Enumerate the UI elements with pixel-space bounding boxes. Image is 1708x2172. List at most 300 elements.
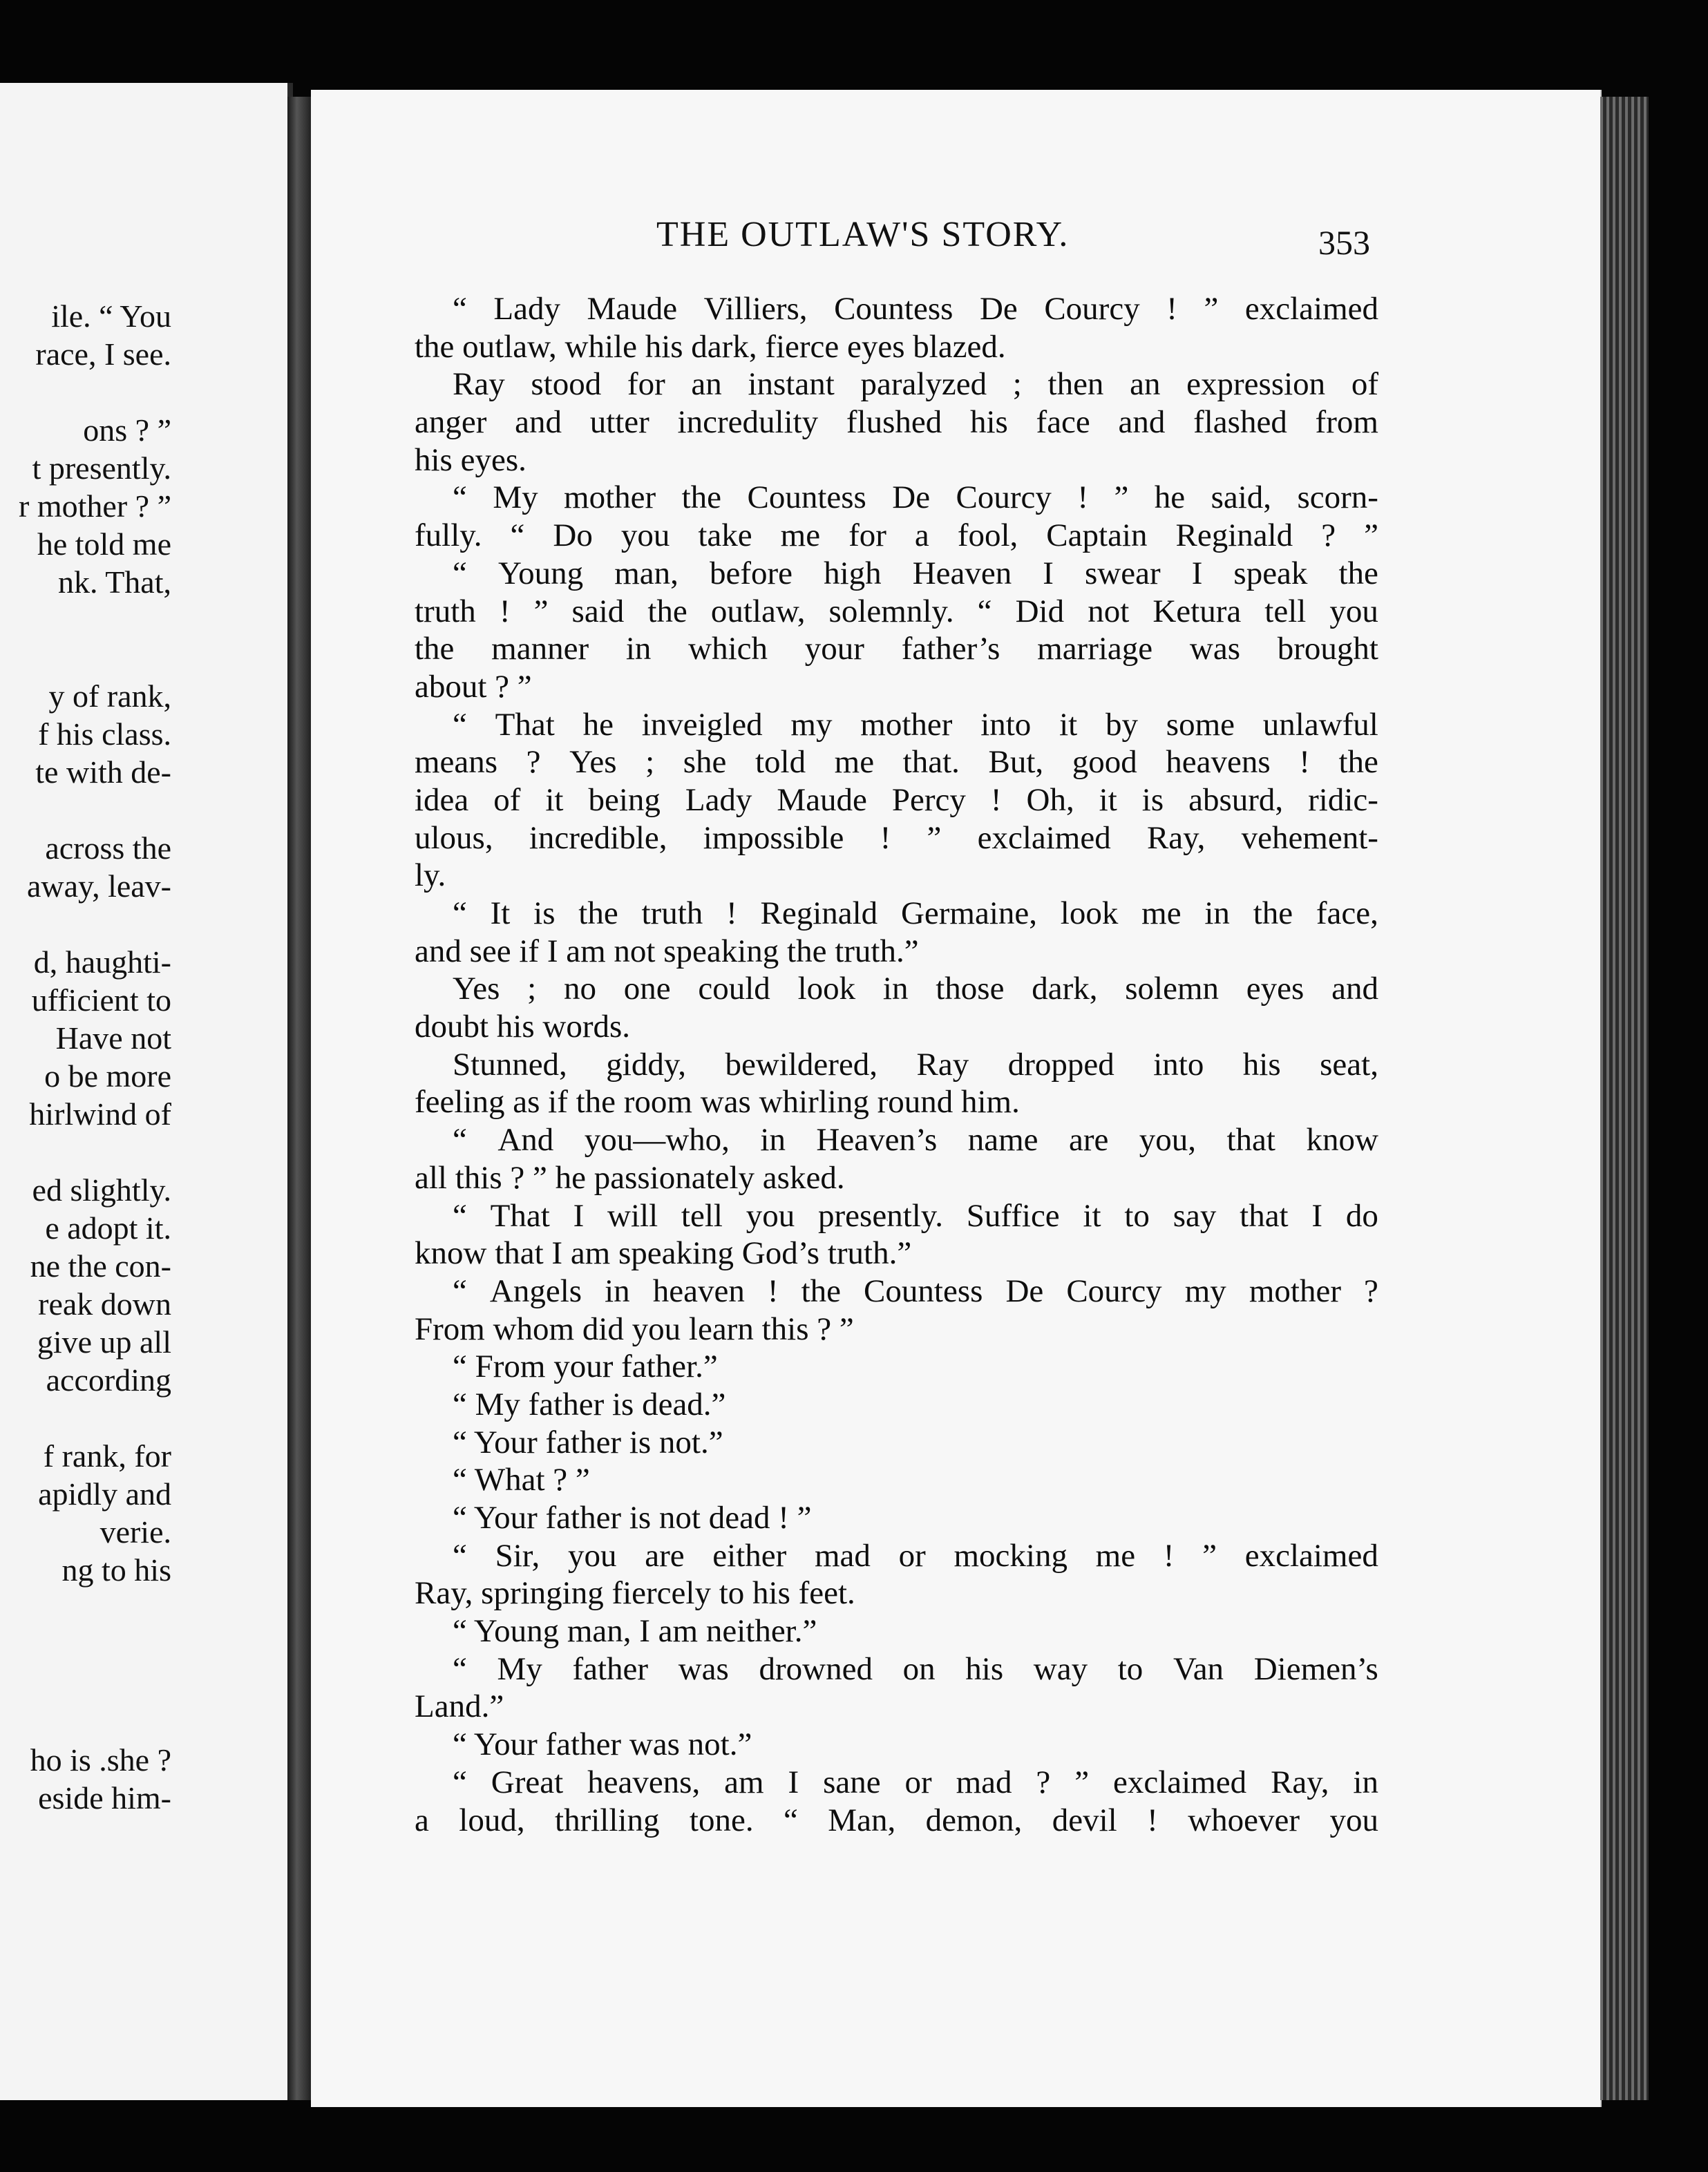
word: in: [1353, 1764, 1378, 1800]
word: “: [453, 895, 467, 931]
word: not: [1088, 593, 1130, 629]
word: which: [688, 631, 768, 667]
word: dark,: [1032, 971, 1098, 1007]
text-line: [415, 1650, 1378, 1688]
text-line-content: about ? ”: [415, 668, 532, 705]
word: me: [1141, 895, 1182, 931]
previous-page-line: [0, 1665, 171, 1703]
word: in: [605, 1273, 630, 1309]
previous-page-line: [0, 1399, 171, 1437]
text-line: [415, 1612, 1378, 1650]
previous-page-line: nk. That,: [58, 564, 171, 600]
word: !: [1166, 291, 1177, 327]
word: being: [588, 781, 661, 818]
word: that.: [902, 744, 960, 781]
word: Yes: [453, 971, 500, 1007]
word: !: [1077, 479, 1088, 516]
word: you: [1329, 593, 1378, 629]
word: Reginald: [760, 895, 878, 931]
text-line: [415, 1499, 1378, 1537]
previous-page-line: [0, 1703, 171, 1741]
word: mother: [564, 479, 656, 516]
text-line-content: Land.”: [415, 1688, 504, 1725]
word: you: [568, 1537, 617, 1574]
word: is: [1141, 781, 1164, 818]
text-line: [415, 1008, 1378, 1046]
word: Ray: [916, 1046, 969, 1083]
text-line: [415, 706, 1378, 744]
text-line: [415, 593, 1378, 631]
word: name: [967, 1122, 1038, 1159]
word: ”: [1202, 1537, 1217, 1574]
text-line-content: Ray, springing fiercely to his feet.: [415, 1575, 855, 1612]
text-line: [415, 328, 1378, 366]
word: manner: [491, 631, 589, 667]
word: Ray,: [1271, 1764, 1329, 1800]
word: in: [760, 1122, 786, 1159]
word: Villiers,: [703, 291, 808, 327]
word: solemnly.: [828, 593, 954, 629]
word: you,: [1139, 1122, 1197, 1159]
previous-page-line: ng to his: [61, 1552, 171, 1588]
word: Ketura: [1152, 593, 1242, 629]
word: I: [1043, 555, 1054, 591]
word: he: [582, 706, 614, 743]
word: me: [834, 744, 875, 781]
word: in: [1204, 895, 1230, 931]
text-line-content: From whom did you learn this ? ”: [415, 1311, 854, 1347]
word: !: [1299, 744, 1310, 781]
word: high: [824, 555, 882, 591]
word: Man,: [828, 1802, 896, 1838]
word: ?: [1321, 517, 1336, 554]
word: vehement-: [1241, 819, 1378, 856]
word: I: [788, 1764, 799, 1800]
word: scorn-: [1297, 479, 1378, 516]
text-line: [415, 781, 1378, 819]
word: ulous,: [415, 819, 493, 856]
word: “: [453, 555, 467, 591]
word: exclaimed: [977, 819, 1111, 856]
word: it: [1059, 706, 1078, 743]
word: “: [453, 1537, 467, 1574]
word: impossible: [703, 819, 844, 856]
word: and: [1331, 971, 1378, 1007]
text-line-content: the outlaw, while his dark, fierce eyes blazed.: [415, 328, 1006, 365]
word: say: [1173, 1197, 1217, 1234]
word: “: [453, 706, 467, 743]
previous-page-line: [0, 373, 171, 411]
text-line-content: “ From your father.”: [453, 1349, 718, 1385]
word: seat,: [1320, 1046, 1378, 1083]
word: “: [510, 517, 525, 554]
previous-page-line: reak down: [38, 1286, 171, 1322]
word: his: [969, 404, 1008, 441]
word: ”: [533, 593, 549, 629]
word: unlawful: [1262, 706, 1378, 743]
word: no: [563, 971, 596, 1007]
word: But,: [988, 744, 1044, 781]
text-line: [415, 441, 1378, 479]
text-line: [415, 933, 1378, 971]
previous-page-line: [0, 1589, 171, 1627]
word: of: [493, 781, 521, 818]
word: mad: [814, 1537, 871, 1574]
previous-page-line: [0, 639, 171, 677]
text-line-content: “ Your father was not.”: [453, 1726, 752, 1763]
text-line-content: feeling as if the room was whirling round him.: [415, 1084, 1020, 1121]
text-line: [415, 630, 1378, 668]
word: Diemen’s: [1253, 1650, 1378, 1687]
word: De: [979, 291, 1018, 327]
word: De: [1005, 1273, 1044, 1309]
word: then: [1047, 366, 1104, 403]
page-number: 353: [1318, 223, 1370, 262]
word: the: [1253, 895, 1293, 931]
word: exclaimed: [1244, 1537, 1378, 1574]
word: Ray: [453, 366, 505, 403]
word: before: [709, 555, 793, 591]
word: was: [678, 1650, 729, 1687]
previous-page-line: f rank, for: [43, 1438, 171, 1474]
word: ?: [1036, 1764, 1051, 1800]
word: it: [1083, 1197, 1101, 1234]
text-line-content: all this ? ” he passionately asked.: [415, 1159, 845, 1196]
word: an: [691, 366, 722, 403]
word: know: [1306, 1122, 1378, 1159]
previous-page-line: f his class.: [38, 716, 171, 752]
previous-page-line: ne the con-: [30, 1248, 171, 1284]
word: Stunned,: [453, 1046, 567, 1083]
word: told: [755, 744, 806, 781]
text-line-content: “ What ? ”: [453, 1462, 590, 1498]
previous-page-line: [0, 1133, 171, 1171]
word: Young: [497, 555, 584, 591]
text-line: [415, 479, 1378, 517]
text-line: [415, 1348, 1378, 1386]
word: he: [1154, 479, 1186, 516]
word: one: [623, 971, 671, 1007]
word: inveigled: [641, 706, 763, 743]
word: expression: [1186, 366, 1326, 403]
word: dropped: [1007, 1046, 1114, 1083]
text-line: [415, 1688, 1378, 1726]
previous-page-line: y of rank,: [48, 678, 171, 714]
word: “: [977, 593, 992, 629]
word: either: [712, 1537, 787, 1574]
previous-page-line: [0, 905, 171, 943]
word: me: [1095, 1537, 1136, 1574]
word: Do: [553, 517, 593, 554]
previous-page-line: race, I see.: [35, 336, 171, 372]
text-line: [415, 403, 1378, 441]
word: loud,: [459, 1802, 525, 1838]
word: Courcy: [1044, 291, 1140, 327]
previous-page-line: d, haughti-: [33, 944, 171, 980]
word: was: [1189, 631, 1240, 667]
word: fully.: [415, 517, 482, 554]
previous-page-line: ufficient to: [31, 982, 171, 1018]
text-line: [415, 555, 1378, 593]
word: in: [882, 971, 909, 1007]
previous-page-line: Have not: [55, 1020, 171, 1056]
text-line: [415, 1159, 1378, 1197]
word: sane: [823, 1764, 881, 1800]
word: Maude: [587, 291, 678, 327]
text-line-content: know that I am speaking God’s truth.”: [415, 1235, 912, 1272]
word: from: [1315, 404, 1378, 441]
word: Reginald: [1175, 517, 1293, 554]
word: Courcy: [956, 479, 1052, 516]
word: paralyzed: [860, 366, 987, 403]
word: into: [1153, 1046, 1204, 1083]
word: truth: [415, 593, 476, 629]
previous-page-line: verie.: [99, 1514, 171, 1550]
word: heavens,: [587, 1764, 701, 1800]
word: instant: [748, 366, 835, 403]
previous-page-line: ile. “ You: [51, 298, 171, 334]
word: to: [1117, 1650, 1144, 1687]
word: good: [1072, 744, 1137, 781]
text-line-content: doubt his words.: [415, 1009, 631, 1045]
previous-page-line: ed slightly.: [32, 1172, 171, 1208]
word: face,: [1316, 895, 1378, 931]
word: Ray,: [1146, 819, 1206, 856]
previous-page-line: r mother ? ”: [19, 488, 171, 524]
text-line: [415, 1537, 1378, 1575]
word: do: [1345, 1197, 1378, 1234]
word: my: [1184, 1273, 1226, 1309]
word: Germaine,: [900, 895, 1038, 931]
word: tone.: [689, 1802, 754, 1838]
word: mocking: [953, 1537, 1068, 1574]
word: ”: [1114, 479, 1129, 516]
word: utter: [589, 404, 649, 441]
text-line: [415, 1121, 1378, 1159]
word: incredible,: [529, 819, 667, 856]
previous-page-line: eside him-: [38, 1780, 171, 1816]
word: and: [515, 404, 562, 441]
word: an: [1130, 366, 1161, 403]
word: is: [533, 895, 556, 931]
word: you—who,: [584, 1122, 730, 1159]
word: the: [801, 1273, 841, 1309]
word: “: [453, 1650, 467, 1687]
word: the: [647, 593, 687, 629]
word: truth: [641, 895, 703, 931]
word: !: [499, 593, 511, 629]
text-line: [415, 517, 1378, 555]
word: Countess: [834, 291, 953, 327]
word: demon,: [925, 1802, 1023, 1838]
page-body-text: [415, 290, 1378, 1839]
text-line: [415, 1046, 1378, 1084]
running-head: THE OUTLAW'S STORY.: [656, 215, 1070, 254]
word: drowned: [759, 1650, 873, 1687]
word: the: [681, 479, 722, 516]
word: stood: [531, 366, 602, 403]
word: “: [453, 291, 467, 327]
previous-page-line: te with de-: [35, 754, 171, 790]
word: for: [627, 366, 665, 403]
text-line: [415, 1083, 1378, 1121]
word: speak: [1233, 555, 1308, 591]
word: the: [415, 631, 455, 667]
text-line: [415, 970, 1378, 1008]
word: brought: [1277, 631, 1378, 667]
word: look: [797, 971, 856, 1007]
previous-page-line: give up all: [37, 1324, 171, 1360]
text-line: [415, 895, 1378, 933]
word: !: [1147, 1802, 1158, 1838]
word: Countess: [864, 1273, 983, 1309]
word: !: [726, 895, 737, 931]
word: “: [453, 1122, 467, 1159]
word: !: [990, 781, 1002, 818]
word: tell: [681, 1197, 723, 1234]
word: in: [625, 631, 652, 667]
word: idea: [415, 781, 469, 818]
word: said: [571, 593, 625, 629]
word: a: [914, 517, 929, 554]
word: whoever: [1188, 1802, 1300, 1838]
word: the: [578, 895, 618, 931]
word: face: [1036, 404, 1090, 441]
word: Oh,: [1026, 781, 1074, 818]
word: heaven: [652, 1273, 745, 1309]
page-edges: [1600, 97, 1649, 2100]
word: bewildered,: [725, 1046, 878, 1083]
word: man,: [614, 555, 679, 591]
word: by: [1106, 706, 1138, 743]
word: for: [848, 517, 886, 554]
word: ”: [1364, 517, 1378, 554]
word: ;: [527, 971, 537, 1007]
word: fool,: [957, 517, 1018, 554]
word: on: [902, 1650, 936, 1687]
word: Lady: [685, 781, 752, 818]
word: Captain: [1046, 517, 1148, 554]
word: it: [545, 781, 564, 818]
text-line-content: “ Your father is not dead ! ”: [453, 1500, 812, 1536]
word: absurd,: [1188, 781, 1284, 818]
word: are: [645, 1537, 685, 1574]
word: !: [767, 1273, 779, 1309]
word: said,: [1211, 479, 1272, 516]
word: solemn: [1125, 971, 1220, 1007]
word: way: [1033, 1650, 1088, 1687]
word: a: [415, 1802, 429, 1838]
word: his: [965, 1650, 1004, 1687]
word: your: [804, 631, 864, 667]
book-gutter: [287, 97, 311, 2100]
word: father’s: [901, 631, 1000, 667]
word: could: [698, 971, 770, 1007]
previous-page-line: away, leav-: [27, 868, 171, 904]
word: mother: [860, 706, 953, 743]
word: De: [892, 479, 931, 516]
word: “: [453, 1197, 467, 1234]
previous-page: [0, 83, 293, 2100]
word: I: [1311, 1197, 1323, 1234]
word: will: [607, 1197, 658, 1234]
text-line-content: his eyes.: [415, 441, 526, 478]
word: me: [780, 517, 821, 554]
word: exclaimed: [1244, 291, 1378, 327]
word: it: [1099, 781, 1117, 818]
word: !: [880, 819, 891, 856]
word: mad: [956, 1764, 1012, 1800]
word: My: [493, 479, 538, 516]
word: incredulity: [677, 404, 819, 441]
word: swear: [1085, 555, 1161, 591]
word: those: [936, 971, 1005, 1007]
word: of: [1351, 366, 1378, 403]
word: the: [1338, 555, 1378, 591]
word: Sir,: [495, 1537, 540, 1574]
word: take: [698, 517, 752, 554]
previous-page-line: apidly and: [38, 1476, 171, 1512]
word: “: [453, 1273, 467, 1309]
previous-page-line: t presently.: [32, 450, 171, 486]
word: flashed: [1193, 404, 1287, 441]
previous-page-line: he told me: [37, 526, 171, 562]
word: eyes: [1246, 971, 1304, 1007]
word: tell: [1264, 593, 1307, 629]
word: Van: [1173, 1650, 1224, 1687]
word: Yes: [569, 744, 617, 781]
text-line: [415, 1726, 1378, 1764]
word: ;: [1012, 366, 1022, 403]
text-line: [415, 1386, 1378, 1424]
word: means: [415, 744, 498, 781]
text-line: [415, 819, 1378, 857]
word: some: [1166, 706, 1235, 743]
word: into: [980, 706, 1032, 743]
word: “: [453, 479, 467, 516]
text-line: [415, 1197, 1378, 1235]
word: you: [746, 1197, 795, 1234]
word: My: [497, 1650, 542, 1687]
previous-page-line: ons ? ”: [83, 412, 171, 448]
word: mother: [1249, 1273, 1341, 1309]
text-line: [415, 1764, 1378, 1802]
word: It: [490, 895, 511, 931]
word: you: [1329, 1802, 1378, 1838]
word: that: [1240, 1197, 1289, 1234]
word: !: [1163, 1537, 1175, 1574]
word: marriage: [1037, 631, 1153, 667]
word: Countess: [747, 479, 866, 516]
previous-page-line: [0, 791, 171, 829]
word: my: [790, 706, 833, 743]
word: and: [1118, 404, 1166, 441]
previous-page-line: o be more: [44, 1058, 171, 1094]
word: “: [453, 1764, 467, 1800]
word: Heaven’s: [816, 1122, 938, 1159]
word: ;: [645, 744, 655, 781]
previous-page-line: [0, 601, 171, 639]
previous-page-line: across the: [45, 830, 171, 866]
previous-page-line: hirlwind of: [29, 1096, 171, 1132]
word: “: [784, 1802, 798, 1838]
previous-page-line: e adopt it.: [45, 1210, 171, 1246]
word: his: [1242, 1046, 1281, 1083]
previous-page-line: according: [46, 1362, 171, 1398]
text-line: [415, 1461, 1378, 1499]
word: anger: [415, 404, 487, 441]
text-line-content: “ Young man, I am neither.”: [453, 1613, 817, 1650]
